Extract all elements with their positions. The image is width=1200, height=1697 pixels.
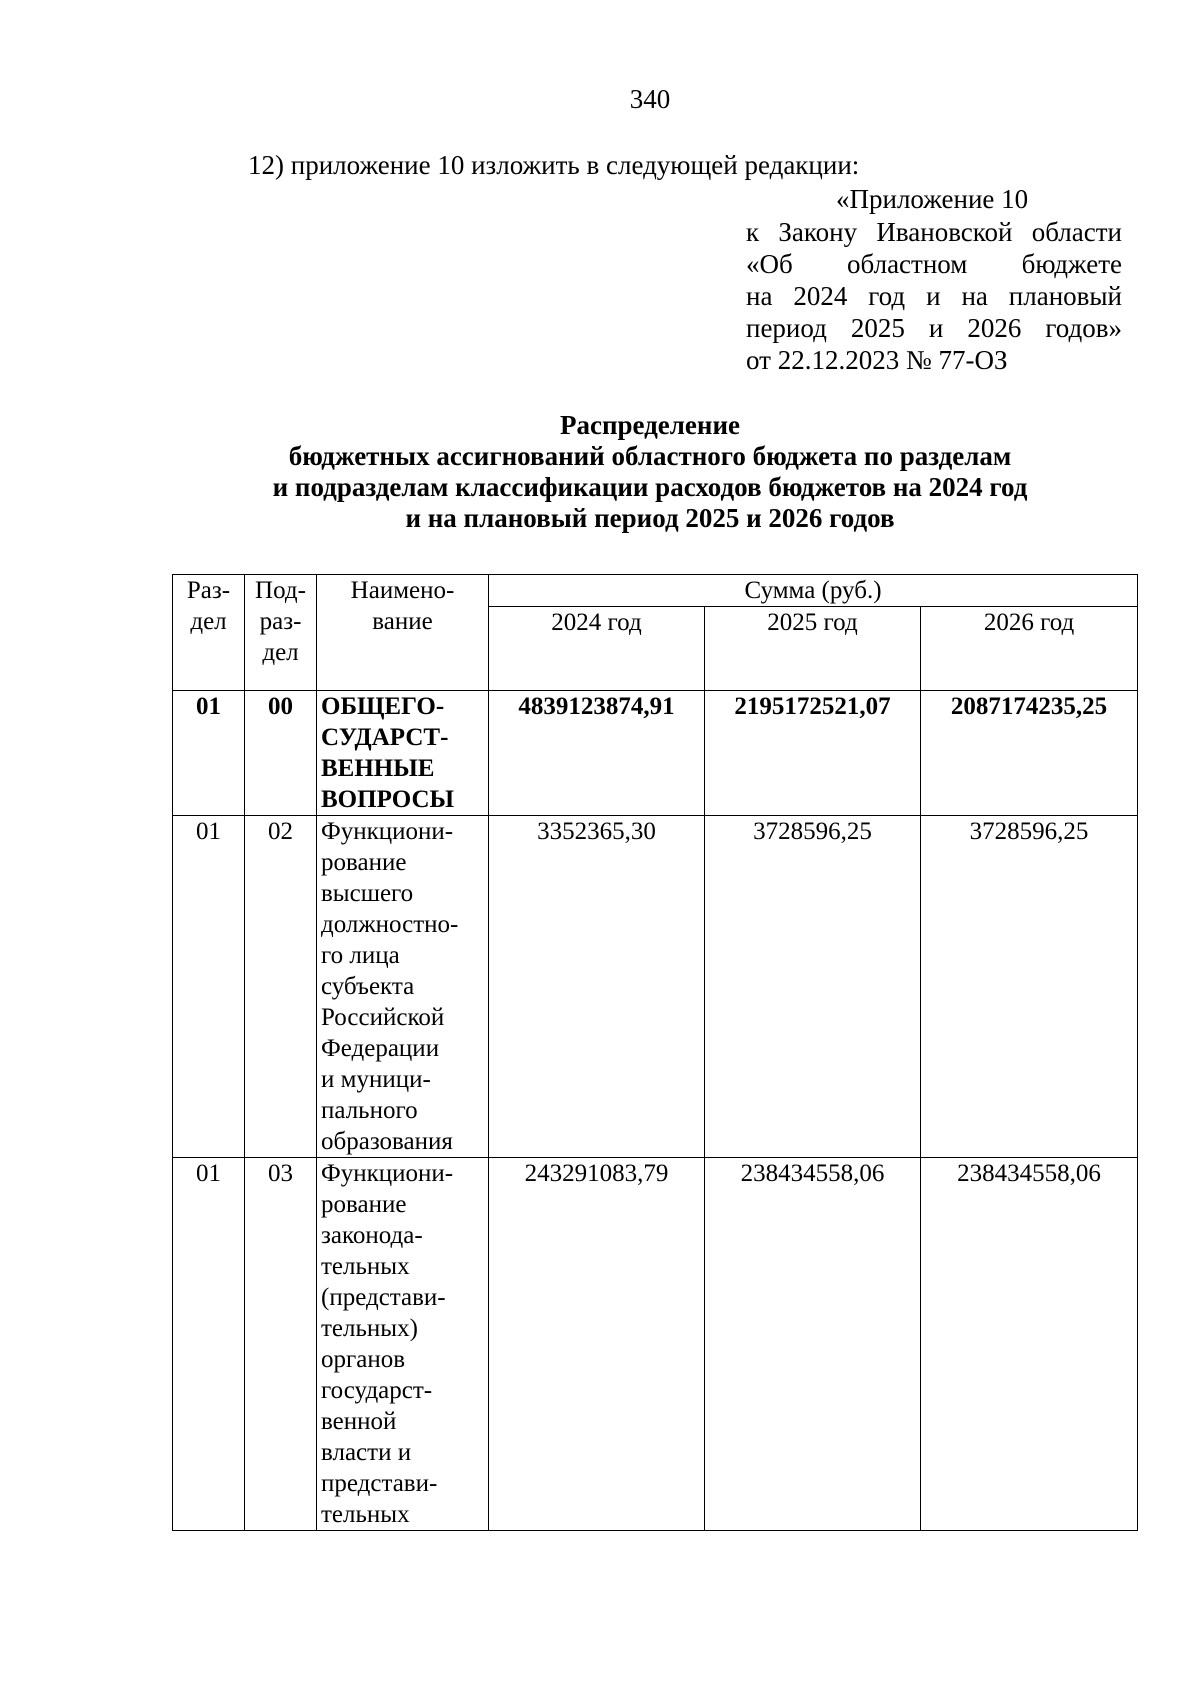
budget-table [172,574,1138,1531]
heading-line: и на плановый период 2025 и 2026 годов [405,503,895,533]
table-row [173,691,1138,816]
cell-name: Функциони- рование законода- тельных (представи- тельных) органов государст- венной власти и представи- тельных [317,1158,489,1531]
cell-2025: 3728596,25 [705,816,921,1158]
cell-subsection: 02 [245,816,317,1158]
table-row [173,1158,1138,1531]
appendix-line: от 22.12.2023 № 77-ОЗ [746,345,1008,375]
header-year-2024: 2024 год [489,607,705,691]
cell-section: 01 [173,1158,245,1531]
document-heading [0,410,1200,534]
table-row [173,816,1138,1158]
cell-2024: 4839123874,91 [489,691,705,816]
appendix-line: к Закону Ивановской области [746,217,1122,247]
cell-2024: 243291083,79 [489,1158,705,1531]
cell-2026: 238434558,06 [921,1158,1138,1531]
appendix-line: на 2024 год и на плановый [746,281,1122,311]
cell-2025: 238434558,06 [705,1158,921,1531]
header-year-2026: 2026 год [921,607,1138,691]
cell-section: 01 [173,816,245,1158]
cell-subsection: 03 [245,1158,317,1531]
cell-name: ОБЩЕГО- СУДАРСТ- ВЕННЫЕ ВОПРОСЫ [317,691,489,816]
intro-text: 12) приложение 10 изложить в следующей редакции: [248,150,860,180]
appendix-line: период 2025 и 2026 годов» [746,313,1122,343]
cell-subsection: 00 [245,691,317,816]
header-sum: Сумма (руб.) [489,575,1138,607]
appendix-line: «Об областном бюджете [746,249,1122,279]
header-year-2025: 2025 год [705,607,921,691]
cell-2026: 3728596,25 [921,816,1138,1158]
cell-name: Функциони- рование высшего должностно- го лица субъекта Российской Федерации и муници- пального образования [317,816,489,1158]
cell-section: 01 [173,691,245,816]
cell-2024: 3352365,30 [489,816,705,1158]
header-name: Наимено- вание [317,575,489,691]
appendix-title: «Приложение 10 [836,184,1029,214]
header-section: Раз- дел [173,575,245,691]
page-number: 340 [629,84,671,114]
heading-line: Распределение [559,410,741,440]
appendix-reference [746,216,1122,376]
cell-2025: 2195172521,07 [705,691,921,816]
heading-line: и подразделам классификации расходов бюджетов на 2024 год [272,472,1028,502]
heading-line: бюджетных ассигнований областного бюджета по разделам [288,441,1012,471]
cell-2026: 2087174235,25 [921,691,1138,816]
header-subsection: Под- раз- дел [245,575,317,691]
